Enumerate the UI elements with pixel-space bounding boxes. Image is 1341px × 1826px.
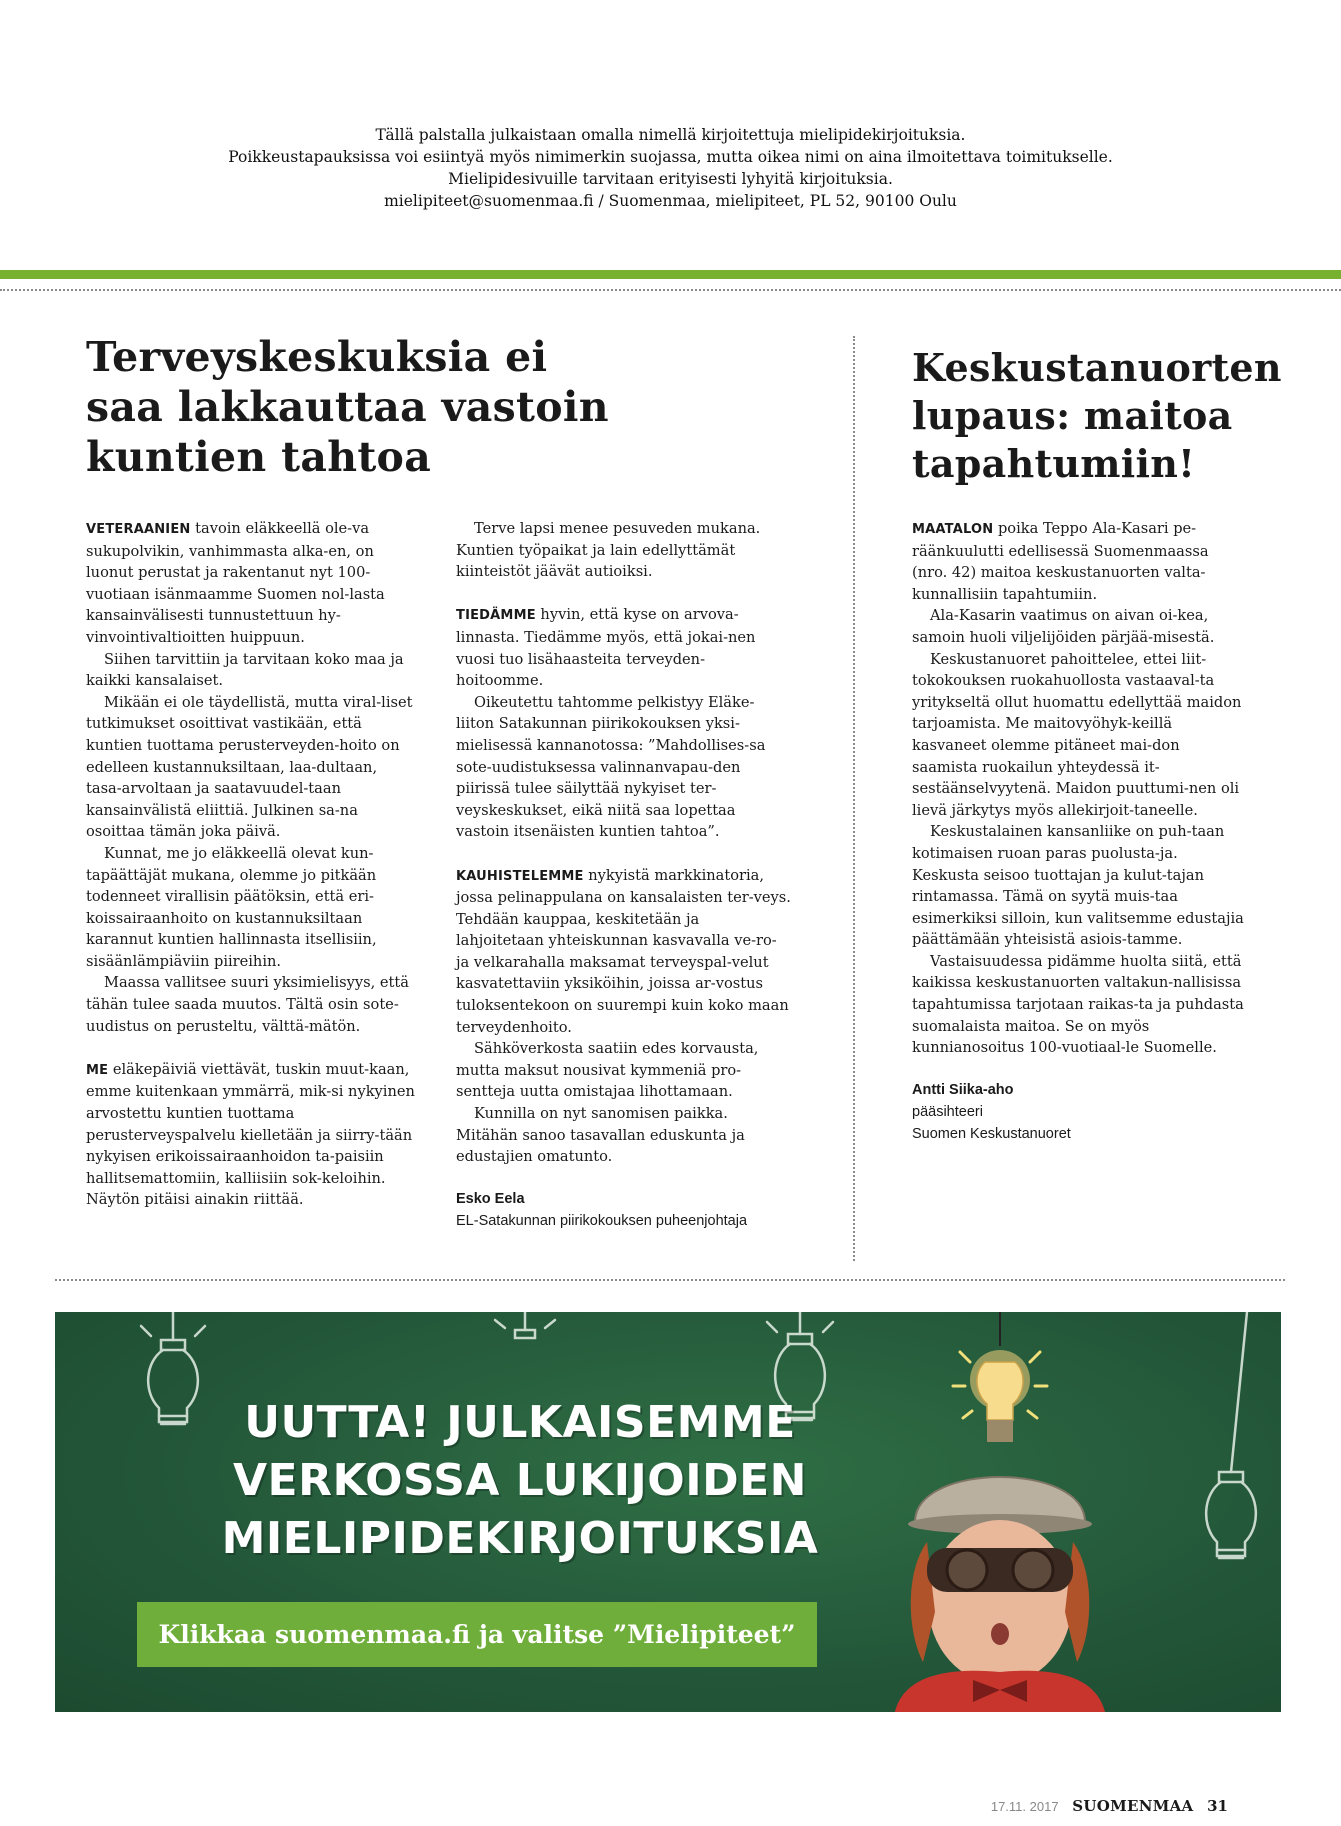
banner-headline <box>170 1394 870 1568</box>
author-title: pääsihteeri <box>912 1104 983 1121</box>
author-title: EL-Satakunnan piirikokouksen puheenjohtaja <box>456 1213 748 1229</box>
paragraph <box>456 604 791 691</box>
paragraph: Kunnat, me jo eläkkeellä olevat kun-tapäättäjät mukana, olemme jo pitkään todenneet virallisin päätöksin, että eri-koissairaanhoito on kustannuksiltaan karannut kuntien hallinnasta itsellisiin, sisäänlämpiäviin piireihin. <box>86 844 377 970</box>
headline-line: Keskustanuorten <box>912 345 1282 390</box>
banner-headline-line: UUTTA! JULKAISEMME <box>244 1397 796 1448</box>
paragraph: Keskustalainen kansanliike on puh-taan kotimaisen ruoan paras puolusta-ja. Keskusta seisoo tuottajan ja kulut-tajan rintamassa. Tämä on syytä muis-taa esimerkiksi silloin, kun valitsemme edustajia päättämään yhteisistä asiois-tamme. <box>912 823 1244 949</box>
headline-line: tapahtumiin! <box>912 441 1196 486</box>
lead-word: KAUHISTELEMME <box>456 868 584 884</box>
lead-word: ME <box>86 1062 109 1078</box>
author-organization: Suomen Keskustanuoret <box>912 1125 1071 1142</box>
author-name <box>912 1080 1247 1102</box>
intro-line: Tällä palstalla julkaistaan omalla nimellä kirjoitettuja mielipidekirjoituksia. <box>375 126 966 144</box>
dotted-divider <box>0 289 1341 291</box>
paragraph: Terve lapsi menee pesuveden mukana. Kuntien työpaikat ja lain edellyttämät kiinteistöt jäävät autioiksi. <box>456 520 761 581</box>
author-name-text: Antti Siika-aho <box>912 1082 1014 1099</box>
lead-word: VETERAANIEN <box>86 522 191 537</box>
paragraph-text: hyvin, että kyse on arvova-linnasta. Tiedämme myös, että jokai-nen vuosi tuo lisähaasteita terveyden-hoitoomme. <box>456 606 756 690</box>
paragraph <box>456 865 791 1039</box>
banner-cta-button[interactable]: Klikkaa suomenmaa.fi ja valitse ”Mielipiteet” <box>137 1602 817 1667</box>
paragraph: Vastaisuudessa pidämme huolta siitä, että kaikissa keskustanuorten valtakun-nallisissa tapahtumissa tarjotaan raikas-ta ja puhdasta suomalaista maitoa. Se on myös kunnianosoitus 100-vuotiaal-le Suomelle. <box>912 952 1244 1057</box>
lead-word: MAATALON <box>912 522 994 537</box>
author-signature <box>456 1189 791 1232</box>
paragraph-text: eläkepäiviä viettävät, tuskin muut-kaan, emme kuitenkaan ymmärrä, mik-si nykyinen arvostettu kuntien tuottama perusterveyspalvelu kielletään ja siirry-tään nykyisen erikoissairaanhoidon ta-paisiin hallitsemattomiin, kalliisiin sok-keloihin. Näytön pitäisi ainakin riittää. <box>86 1060 415 1209</box>
page-footer <box>991 1797 1228 1815</box>
dotted-divider <box>55 1279 1285 1281</box>
paragraph-text: poika Teppo Ala-Kasari pe-räänkuulutti edellisessä Suomenmaassa (nro. 42) maitoa keskustanuorten valta-kunnallisiin tapahtumiin. <box>912 520 1209 603</box>
author-signature <box>912 1080 1247 1145</box>
headline-line: lupaus: maitoa <box>912 393 1233 438</box>
paragraph: Sähköverkosta saatiin edes korvausta, mutta maksut nousivat kymmeniä pro-sentteja uutta omistajaa lihottamaan. <box>456 1040 759 1101</box>
column-divider <box>853 336 855 1261</box>
headline-line: kuntien tahtoa <box>86 433 432 481</box>
headline-line: saa lakkauttaa vastoin <box>86 383 609 431</box>
paragraph-text: tavoin eläkkeellä ole-va sukupolvikin, vanhimmasta alka-en, on luonut perustat ja rakentanut nyt 100-vuotiaan isänmaamme Suomen nol-lasta kansainvälisesti tunnustettuun hy-vinvointivaltioitten huippuun. <box>86 520 385 646</box>
intro-contact: mielipiteet@suomenmaa.fi / Suomenmaa, mielipiteet, PL 52, 90100 Oulu <box>384 192 957 210</box>
headline-line: Terveyskeskuksia ei <box>86 333 548 381</box>
lead-word: TIEDÄMME <box>456 608 536 624</box>
paragraph <box>912 518 1247 605</box>
paragraph <box>86 518 416 649</box>
article-right-headline <box>912 344 1332 488</box>
publication-name: SUOMENMAA <box>1072 1797 1194 1815</box>
author-name <box>456 1189 791 1211</box>
page-number: 31 <box>1207 1797 1228 1815</box>
intro-line: Poikkeustapauksissa voi esiintyä myös nimimerkin suojassa, mutta oikea nimi on aina ilmoitettava toimitukselle. <box>228 148 1113 166</box>
banner-headline-line: VERKOSSA LUKIJOIDEN <box>232 1455 807 1506</box>
banner-headline-line: MIELIPIDEKIRJOITUKSIA <box>221 1513 819 1564</box>
paragraph-text: nykyistä markkinatoria, jossa pelinappulana on kansalaisten ter-veys. Tehdään kauppaa, keskitetään ja lahjoitetaan yhteiskunnan kasvavalla ve-ro- ja velkarahalla maksamat terveyspal-velut kasvatettaviin yksiköihin, joissa ar-vostus tuloksentekoon on suurempi kuin koko maan terveydenhoito. <box>456 866 791 1036</box>
intro-notice <box>0 124 1341 212</box>
paragraph: Kunnilla on nyt sanomisen paikka. Mitähän sanoo tasavallan eduskunta ja edustajien omatunto. <box>456 1105 745 1166</box>
paragraph: Maassa vallitsee suuri yksimielisyys, että tähän tulee saada muutos. Tältä osin sote-uudistus on perusteltu, välttä-mätön. <box>86 974 409 1035</box>
article-left-column-2 <box>456 518 791 1233</box>
paragraph: Ala-Kasarin vaatimus on aivan oi-kea, samoin huoli viljelijöiden pärjää-misestä. <box>912 607 1215 646</box>
issue-date: 17.11. 2017 <box>990 1799 1059 1814</box>
author-name-text: Esko Eela <box>456 1191 525 1208</box>
intro-line: Mielipidesivuille tarvitaan erityisesti lyhyitä kirjoituksia. <box>448 170 893 188</box>
article-left-headline <box>86 332 786 482</box>
green-divider <box>0 270 1341 279</box>
paragraph: Oikeutettu tahtomme pelkistyy Eläke-liiton Satakunnan piirikokouksen yksi-mielisessä kannanotossa: ”Mahdollises-sa sote-uudistuksessa valinnanvapau-den piirissä tulee säilyttää nykyiset ter-veyskeskukset, eikä niitä saa lopettaa vastoin itsenäisten kuntien tahtoa”. <box>456 693 766 841</box>
paragraph <box>86 1059 416 1211</box>
paragraph: Siihen tarvittiin ja tarvitaan koko maa ja kaikki kansalaiset. <box>86 650 404 690</box>
paragraph: Mikään ei ole täydellistä, mutta viral-liset tutkimukset osoittivat vastikään, että kuntien tuottama perusterveyden-hoito on edelleen kustannuksiltaan, laa-dultaan, tasa-arvoltaan ja saatavuudel-taan kansainvälistä eliittiä. Julkinen sa-na osoittaa tämän joka päivä. <box>86 693 413 841</box>
promo-banner[interactable] <box>55 1312 1281 1712</box>
article-right-column <box>912 518 1247 1145</box>
paragraph: Keskustanuoret pahoittelee, ettei liit-tokokouksen ruokahuollosta vastaaval-ta yritykseltä ollut huomattu edellyttää maidon tarjoamista. Me maitovyöhyk-keillä kasvaneet olemme pitäneet mai-don saamista ruokailun yhteydessä it-sestäänselvyytenä. Maidon puuttumi-nen oli lievä järkytys myös allekirjoit-taneelle. <box>912 650 1242 819</box>
article-left-column-1 <box>86 518 416 1211</box>
